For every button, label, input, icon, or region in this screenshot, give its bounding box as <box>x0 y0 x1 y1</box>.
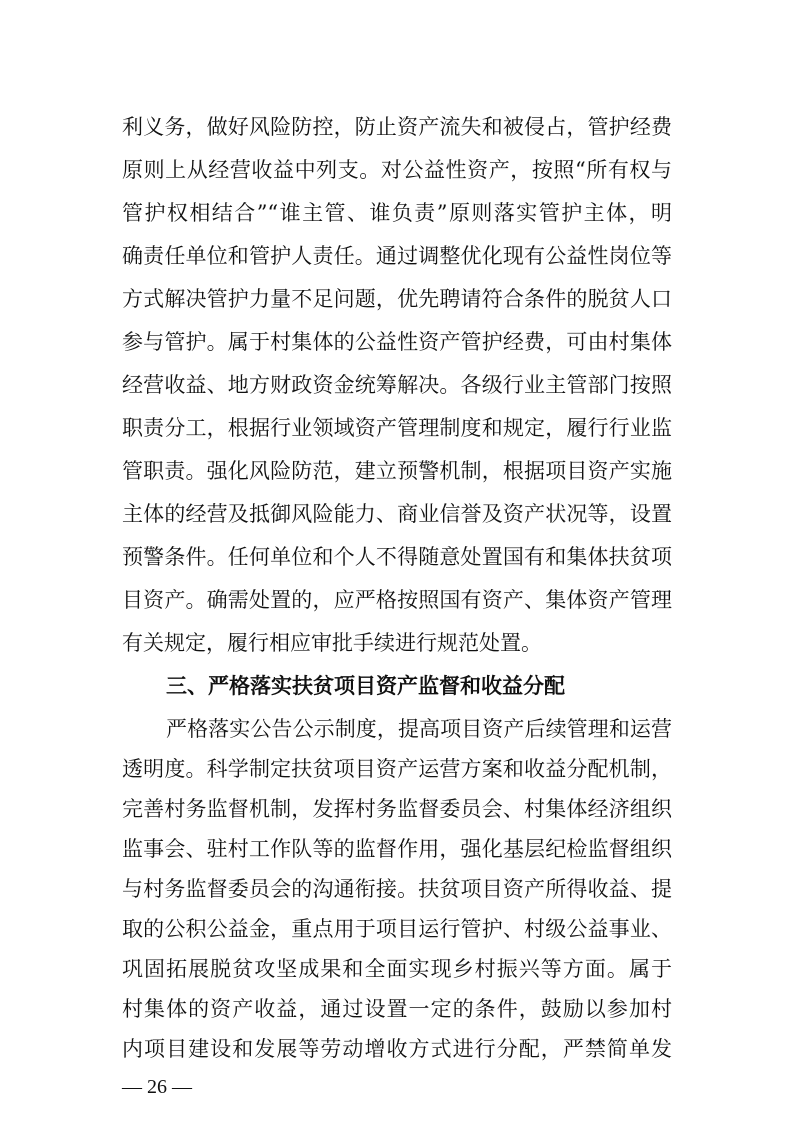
paragraph1-line-13: 有关规定，履行相应审批手续进行规范处置。 <box>122 631 542 655</box>
paragraph2-line-3: 完善村务监督机制，发挥村务监督委员会、村集体经济组织 <box>122 797 672 821</box>
paragraph2-line-8: 村集体的资产收益，通过设置一定的条件，鼓励以参加村 <box>122 997 672 1021</box>
paragraph1-line-8: 职责分工，根据行业领域资产管理制度和规定，履行行业监 <box>122 416 672 440</box>
paragraph1-line-7: 经营收益、地方财政资金统筹解决。各级行业主管部门按照 <box>122 373 672 397</box>
paragraph2-line-6: 取的公积公益金，重点用于项目运行管护、村级公益事业、 <box>122 917 672 941</box>
paragraph1-line-9: 管职责。强化风险防范，建立预警机制，根据项目资产实施 <box>122 459 672 483</box>
paragraph1-line-3: 管护权相结合”“谁主管、谁负责”原则落实管护主体，明 <box>122 201 672 225</box>
paragraph1-line-2: 原则上从经营收益中列支。对公益性资产，按照“所有权与 <box>122 158 672 182</box>
paragraph2-line-7: 巩固拓展脱贫攻坚成果和全面实现乡村振兴等方面。属于 <box>122 957 672 981</box>
paragraph1-line-4: 确责任单位和管护人责任。通过调整优化现有公益性岗位等 <box>122 244 672 268</box>
paragraph2-line-5: 与村务监督委员会的沟通衔接。扶贫项目资产所得收益、提 <box>122 877 672 901</box>
paragraph2-line-9: 内项目建设和发展等劳动增收方式进行分配，严禁简单发 <box>122 1037 672 1061</box>
paragraph1-line-12: 目资产。确需处置的，应严格按照国有资产、集体资产管理 <box>122 588 672 612</box>
paragraph1-line-1: 利义务，做好风险防控，防止资产流失和被侵占，管护经费 <box>122 115 672 139</box>
paragraph1-line-6: 参与管护。属于村集体的公益性资产管护经费，可由村集体 <box>122 330 672 354</box>
paragraph1-line-11: 预警条件。任何单位和个人不得随意处置国有和集体扶贫项 <box>122 545 672 569</box>
page-number: — 26 — <box>122 1076 192 1098</box>
section-heading: 三、严格落实扶贫项目资产监督和收益分配 <box>166 674 565 698</box>
paragraph2-line-2: 透明度。科学制定扶贫项目资产运营方案和收益分配机制， <box>122 757 672 781</box>
paragraph2-line-1: 严格落实公告公示制度，提高项目资产后续管理和运营 <box>166 717 672 741</box>
paragraph1-line-10: 主体的经营及抵御风险能力、商业信誉及资产状况等，设置 <box>122 502 672 526</box>
paragraph2-line-4: 监事会、驻村工作队等的监督作用，强化基层纪检监督组织 <box>122 837 672 861</box>
paragraph1-line-5: 方式解决管护力量不足问题，优先聘请符合条件的脱贫人口 <box>122 287 672 311</box>
